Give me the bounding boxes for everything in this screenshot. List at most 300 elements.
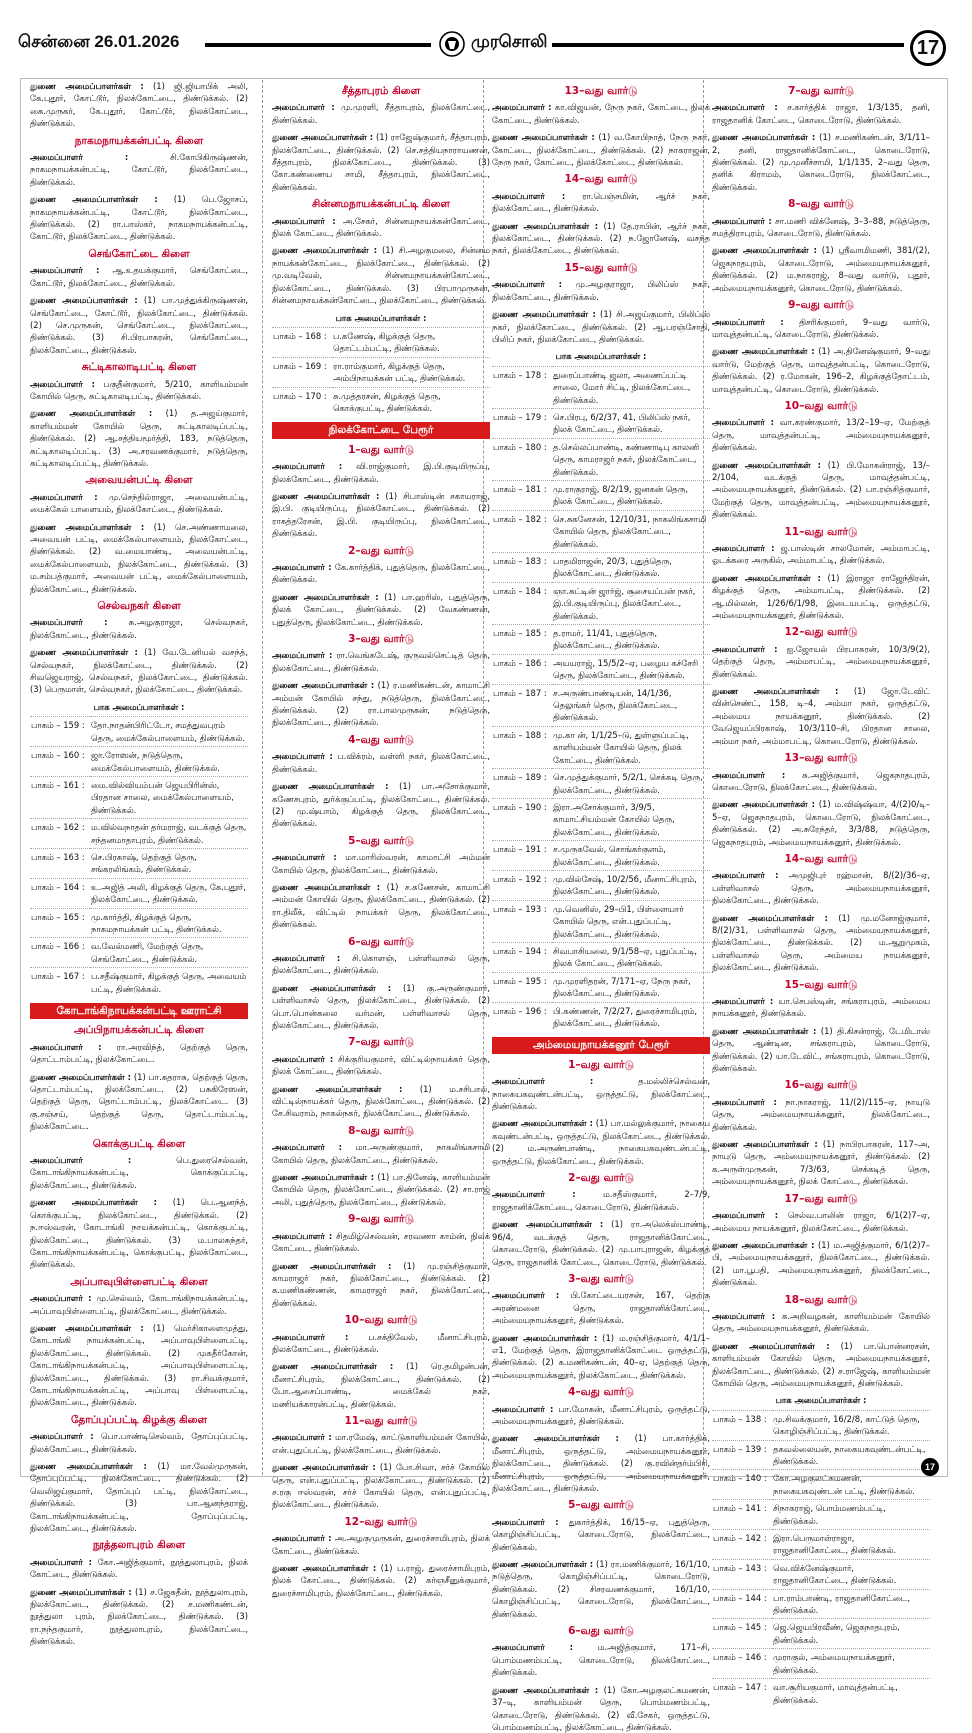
booth-agent: தோ.நாதன்பிரிட்டோ, சமத்துவபுரம் தெரு, மைக்கேல்பாளையம், திண்டுக்கல். (90, 717, 248, 747)
entry-text: சி.கோபிகிருஷ்ணன், நாகமநாயக்கன்பட்டி, கோட்டூர், நிலக்கோட்டை, திண்டுக்கல். (30, 152, 248, 187)
entry-text: (1) ம.ரஞ்சித்குமார், 4/1/1–எ1, மேற்குத் தெரு, இராஜதானிக்கோட்டை ஒருத்தட்டு, திண்டுக்கல். (2) க.மணிகண்டன், 40–ஏ, தெற்குத் தெரு, அம்மையநாயக்கனூர், நிலக்கோட்டை, திண்டுக்கல். (492, 1332, 710, 1380)
section-heading: 14–வது வார்டு (564, 173, 638, 186)
entry-text: (1) பா.தினேஷ், காளியம்மன் கோயில் தெரு, நிலக்கோட்டை, திண்டுக்கல். (2) சா.ராஜ் அலி, புதுத்தெரு, நிலக்கோட்டை, திண்டுக்கல். (272, 1172, 490, 1207)
entry-text: திசரிக்குமார், 9–வது வார்டு, மாவுத்தன்பட்டி, கொடைரோடு, திண்டுக்கல். (712, 316, 931, 339)
entry-text: மா.மாரிஸ்வரன், காமாட்சி அம்மன் கோயில் தெரு, நிலக்கோட்டை, திண்டுக்கல். (272, 852, 490, 875)
entry-text: கே.கார்த்திக், புதுத்தெரு, நிலக்கோட்டை, திண்டுக்கல். (272, 562, 490, 585)
entry-text: ப.சக்திவேல், மீனாட்சிபுரம், நிலக்கோட்டை, திண்டுக்கல். (272, 1331, 491, 1354)
booth-row (30, 747, 248, 777)
entry-role-label: அமைப்பாளர் : (712, 1096, 777, 1107)
entry-paragraph (272, 244, 490, 306)
booth-number: பாகம் – 178 : (492, 366, 552, 408)
booth-agent: உ.அஜித் அலி, கிழக்குத் தெரு, கே.புதூர், நிலக்கோட்டை, திண்டுக்கல். (90, 878, 248, 908)
entry-paragraph (30, 1322, 248, 1409)
booth-agent: துரைப்பாண்டி ஜலா, அணைப்பட்டி சாலை, மோர் சிட்டி, நிலக்கோட்டை, திண்டுக்கல். (552, 366, 710, 408)
entry-role-label: அமைப்பாளர் : (712, 643, 778, 654)
entry-paragraph (712, 1025, 930, 1075)
entry-paragraph (272, 1083, 490, 1120)
booth-number: பாகம் – 161 : (30, 776, 90, 818)
entry-text: ஆ.உதயக்குமார், செங்கோட்டை, கோட்டூர், நிலக்கோட்டை, திண்டுக்கல். (30, 265, 248, 288)
entry-text: (1) ரெ.தமிழன்பன், மீனாட்சிபுரம், நிலக்கோட்டை, திண்டுக்கல். (2) போ.ஆசைப்பாண்டி, மைக்கேல் நகர், மணியக்காரன்பட்டி, திண்டுக்கல். (272, 1361, 490, 1409)
booth-number: பாகம் – 169 : (272, 357, 332, 387)
booth-row (492, 798, 710, 840)
entry-paragraph (712, 459, 930, 521)
booth-number: பாகம் – 192 : (492, 870, 552, 900)
booth-row (30, 968, 248, 997)
entry-paragraph (492, 1332, 710, 1382)
booth-row (30, 878, 248, 908)
booth-row (492, 684, 710, 726)
entry-role-label: துணை அமைப்பாளர்கள் : (712, 1139, 818, 1150)
entry-paragraph (30, 1586, 248, 1648)
section-heading: சீத்தாபுரம் கிளை (341, 85, 421, 97)
booth-row (272, 327, 490, 357)
entry-text: யா.செபஸ்டின், சங்கராபுரம், அம்மைய நாயக்கனூர், திண்டுக்கல். (712, 996, 931, 1019)
entry-role-label: துணை அமைப்பாளர்கள் : (30, 81, 144, 91)
entry-paragraph (492, 1684, 710, 1733)
murasoli-logo-icon (439, 31, 465, 57)
entry-text: (1) சிபாஸ்டின் சகாயராஜ், இ.பி. குடியிருப்பு, நிலக்கோட்டை, திண்டுக்கல். (2) ராகத்தரேசன், இ.பி. குடியிருப்பு, நிலக்கோட்டை, திண்டுக்கல். (272, 490, 490, 539)
booth-agent: மை.வில்வியம்பன் ஜெயபிரின்ஸ், பிரதான சாலை, மைக்கேல்பாளையம், திண்டுக்கல். (90, 776, 248, 818)
entry-role-label: துணை அமைப்பாளர்கள் : (492, 309, 596, 320)
entry-text: (1) பா.மல்லுக்குமார், நாகைய கவுண்டன்பட்டி, ஒருத்தட்டு, நிலக்கோட்டை, திண்டுக்கல். (2) ம.அருண்பாண்டி, நாகையகவுண்டன்பட்டி, ஒருத்தட்டு, நிலக்கோட்டை, திண்டுக்கல். (492, 1118, 710, 1166)
entry-paragraph (272, 1461, 490, 1511)
entry-paragraph (712, 416, 930, 453)
entry-role-label: அமைப்பாளர் : (272, 852, 337, 863)
entry-paragraph (272, 649, 490, 674)
entry-role-label: துணை அமைப்பாளர்கள் : (272, 1172, 375, 1183)
booth-agent: தகவல்லையன், நாகையகவுண்டன்பட்டி, திண்டுக்கல். (772, 1440, 930, 1470)
booth-row (492, 625, 710, 655)
booth-number: பாகம் – 168 : (272, 327, 332, 357)
entry-role-label: துணை அமைப்பாளர்கள் : (492, 132, 595, 143)
entry-paragraph (712, 542, 930, 567)
booth-agent: முராகுல், அம்மையநாயக்கனூர், திண்டுக்கல். (772, 1649, 930, 1679)
entry-paragraph (712, 643, 930, 680)
booth-agent: த.செல்லப்பாண்டி, கண்ணாடிபு காலனி தெரு, காமராஜர் நகர், நிலக்கோட்டை, திண்டுக்கல். (552, 438, 710, 480)
entry-text: (1) பெ.ஆனந்த், கொக்குபட்டி, நிலக்கோட்டை, திண்டுக்கல். (2) ந.ஈஸ்வரன், கோடாங்கி நாயக்கன்பட்டி, கொக்குபட்டி, நிலக்கோட்டை, திண்டுக்கல். (3) ம.பாலசுந்தர், கோடாங்கிநாயக்கன்பட்டி, கொக்குபட்டி, நிலக்கோட்டை, திண்டுக்கல். (30, 1197, 248, 1270)
column-3 (492, 80, 711, 1732)
entry-role-label: அமைப்பாளர் : (272, 952, 341, 963)
booth-row (492, 510, 710, 552)
entry-text: சா.மணி விக்னேஷ், 3–3–88, நடுத்தெரு, சமத்திராபுரம், கொடைரோடு, திண்டுக்கல். (712, 215, 930, 239)
entry-text: மா.ரமேஷ், காட்டுகாளியம்மன் கோயில், என்.புதுப்பட்டி, நிலக்கோட்டை, திண்டுக்கல். (272, 1432, 490, 1455)
entry-paragraph (492, 1188, 710, 1213)
entry-paragraph (272, 1260, 490, 1310)
entry-role-label: அமைப்பாளர் : (712, 102, 778, 113)
booth-number: பாகம் – 195 : (492, 972, 552, 1002)
booth-row (30, 776, 248, 818)
entry-paragraph (30, 407, 248, 469)
booth-number: பாகம் – 170 : (272, 387, 332, 416)
entry-paragraph (272, 490, 490, 540)
booth-number: பாகம் – 194 : (492, 942, 552, 972)
entry-paragraph (712, 131, 930, 193)
entry-text: (1) சி.அஜய்குமார், பிலிப்ஸ் நகர், நிலக்கோட்டை, திண்டுக்கல். (2) ஆ.பரஞ்சோதி, பிலிப் நகர், நிலக்கோட்டை, திண்டுக்கல். (492, 309, 710, 344)
entry-role-label: அமைப்பாளர் : (492, 1290, 560, 1301)
booth-list-title: பாக அமைப்பாளர்கள் : (555, 351, 647, 362)
booth-number: பாகம் – 164 : (30, 878, 90, 908)
entry-text: (1) ரா.மணிக்குமார், 16/1/10, நடுத்தெரு, கொழிஞ்சிப்பட்டி, கொடைரோடு, திண்டுக்கல். (2) சிசரவணக்குமார், 16/1/10, கொழிஞ்சிப்பட்டி, கொடைரோடு, நிலக்கோட்டை, திண்டுக்கல். (492, 1559, 710, 1619)
booth-agent: மு.கா ன், 1/1/25–டு, துள்ளுப்பட்டி, காளியம்மன் கோயில் தெரு, நிலக் கோட்டை, திண்டுக்கல். (552, 726, 710, 768)
entry-text: (1) ச.மணிகண்டன், 3/1/11–2, தனி, ராஜதானிக்கோட்டை, கொடைரோடு, திண்டுக்கல். (2) மு.முனீச்சாமி, 1/1/135, 2–வது தெரு, தனிக் கிராமம், கொடைரோடு, நிலக்கோட்டை, திண்டுக்கல். (712, 132, 930, 192)
section-heading: 1–வது வார்டு (348, 443, 414, 456)
entry-paragraph (712, 101, 930, 126)
booth-row (492, 408, 710, 438)
entry-paragraph (492, 1218, 710, 1268)
masthead-rule-right (552, 43, 904, 47)
entry-paragraph (272, 131, 490, 193)
entry-text: (1) பா.கார்த்திக், மீனாட்சிபுரம், ஒருத்தட்டு, அம்மையநாயக்கனூர், நிலக்கோட்டை, திண்டுக்கல். (2) கு.ரவின்தர்ம்பிரி, மீனாட்சிபுரம், ஒருத்தட்டு, அம்மையநாயக்கனூர், நிலக்கோட்டை, திண்டுக்கல். (492, 1433, 710, 1493)
entry-text: (1) ப.ராஜ், துரைச்சாமிபுரம், நிலக் கோட்டை, திண்டுக்கல். (2) கர்ஞசீனுக்குமார், துரைச்சாமிபுரம், நிலக்கோட்டை, திண்டுக்கல். (272, 1563, 490, 1598)
booth-row (712, 1649, 930, 1679)
entry-paragraph (712, 1096, 930, 1133)
entry-role-label: அமைப்பாளர் : (712, 1210, 779, 1221)
entry-paragraph (492, 190, 710, 215)
entry-paragraph (30, 151, 248, 188)
entry-paragraph (492, 1516, 710, 1553)
entry-paragraph (272, 1431, 490, 1456)
entry-paragraph (272, 750, 490, 775)
entry-role-label: துணை அமைப்பாளர்கள் : (272, 680, 375, 691)
booth-row (492, 582, 710, 624)
entry-paragraph (712, 345, 930, 395)
entry-role-label: அமைப்பாளர் : (712, 543, 775, 553)
entry-paragraph (492, 1558, 710, 1620)
booth-agent: ஜா.ரோஸன், நடுத்தெரு, மைக்கேல்பாளையம், திண்டுக்கல். (90, 747, 248, 777)
entry-role-label: அமைப்பாளர் : (492, 1642, 574, 1653)
section-heading: 4–வது வார்டு (348, 733, 414, 746)
entry-role-label: துணை அமைப்பாளர்கள் : (272, 490, 380, 501)
entry-role-label: அமைப்பாளர் : (712, 996, 774, 1006)
column-4 (712, 80, 931, 1705)
booth-number: பாகம் – 196 : (492, 1002, 552, 1031)
entry-text: (1) பி.மோகன்ராஜ், 13/–2/104, வடக்குத் தெரு, மாவுத்தன்பட்டி, அம்மையநாயக்கனூர், திண்டுக்கல். (2) பா.ரஞ்சித்குமார், மேற்குத் தெரு, மாவுத்தன்பட்டி, அம்மையநாயக்கனூர், திண்டுக்கல். (712, 459, 930, 520)
section-heading: செல்வநகர் கிளை (97, 600, 181, 613)
booth-agent: ஞா.சுட்டின் ஜார்ஜ், சூசையப்பன் நகர், இ.பி.குடியிருப்பு, நிலக்கோட்டை, திண்டுக்கல். (552, 582, 710, 624)
entry-text: (1) வே.டேனியல் வசந்த், செல்வநகர், நிலக்கோட்டை, திண்டுக்கல். (2) சிவஜெயராஜ், செல்வநகர், நிலக்கோட்டை, திண்டுக்கல். (3) பெருமாள், செல்வநகர், நிலக்கோட்டை, திண்டுக்கல். (30, 647, 248, 695)
booth-row (492, 972, 710, 1002)
entry-text: (1) ரா.அலெக்ஸ்பாண்டி, 96/4, வடக்குத் தெரு, ராஜதானிக்கோட்டை, கொடைரோடு, திண்டுக்கல். (2) மு.பாபுராஜன், கிழக்குத் தெரு, ராஜதானிக் கோட்டை, கொடைரோடு, திண்டுக்கல். (492, 1219, 710, 1267)
booth-row (492, 654, 710, 684)
entry-text: (1) இராஜா ராஜேந்திரன், கிழக்குத் தெரு, அம்மாபட்டி, திண்டுக்கல். (2) ஆ.மில்லன், 1/26/6/1/98, இடையபட்டி, ஒருத்தட்டு, அம்மையநாயக்கனூர், திண்டுக்கல். (712, 572, 930, 621)
booth-number: பாகம் – 147 : (712, 1679, 772, 1708)
booth-list-title: பாக அமைப்பாளர்கள் : (775, 1395, 867, 1406)
entry-role-label: அமைப்பாளர் : (272, 102, 335, 113)
booth-agent: செ.முத்துக்குமார், 5/2/1, செக்கடி தெரு, நிலக்கோட்டை, திண்டுக்கல். (552, 769, 710, 799)
entry-text: நா.நாகராஜ், 11/(2)/115–ஏ, நாயுடு தெரு, அம்மையநாயக்கனூர், நிலக்கோட்டை, திண்டுக்கல். (712, 1096, 930, 1132)
entry-text: (1) பா.ஹரிஸ், புதுத்தெரு, நிலக் கோட்டை, திண்டுக்கல். (2) வேகண்ணன், புதுத்தெரு, நிலக்கோட்டை, திண்டுக்கல். (272, 591, 490, 627)
entry-role-label: துணை அமைப்பாளர்கள் : (712, 1340, 830, 1351)
entry-role-label: அமைப்பாளர் : (30, 152, 129, 163)
entry-text: அ.அழகுமுருகன், துரைச்சாமிபுரம், நிலக் கோட்டை, திண்டுக்கல். (272, 1533, 490, 1556)
entry-paragraph (30, 1460, 248, 1534)
booth-number: பாகம் – 141 : (712, 1500, 772, 1530)
entry-paragraph (272, 1141, 490, 1166)
booth-agent: இரா.அசோக்குமார், 3/9/5, காமாட்சியம்மன் கோயில் தெரு, நிலக்கோட்டை, திண்டுக்கல். (552, 798, 710, 840)
entry-role-label: அமைப்பாளர் : (712, 1310, 776, 1321)
booth-number: பாகம் – 182 : (492, 510, 552, 552)
booth-list-title: பாக அமைப்பாளர்கள் : (93, 701, 185, 712)
booth-row (712, 1500, 930, 1530)
entry-paragraph (492, 101, 710, 126)
entry-text: (1) தே.ராபின், ஆர்ச் நகர், நிலக்கோட்டை, திண்டுக்கல். (2) ந.ஜோனேஷ், வசந்த நகர், நிலக்கோட்டை, திண்டுக்கல். (492, 220, 710, 256)
entry-paragraph (492, 278, 710, 303)
entry-role-label: துணை அமைப்பாளர்கள் : (712, 686, 839, 697)
booth-row (492, 841, 710, 871)
section-heading: அப்பாவுபிள்ளைபட்டி கிளை (70, 1275, 208, 1288)
entry-text: பொ.பாண்டிசெல்வம், தோப்புப்பட்டி, நிலக்கோட்டை, திண்டுக்கல். (30, 1431, 248, 1454)
booth-agent: வா.சூரியகுமார், மாவுத்தன்பட்டி, திண்டுக்கல். (772, 1679, 930, 1708)
booth-agent: மு.முரளிதரன், 7/171–ஏ, நேரு நகர், நிலக்கோட்டை, திண்டுக்கல். (552, 972, 710, 1002)
entry-paragraph (272, 460, 490, 485)
edition-date: சென்னை 26.01.2026 (18, 32, 180, 51)
booth-agent: வ.வேல்மணி, மேற்குத் தெரு, செங்கோட்டை, திண்டுக்கல். (90, 938, 248, 968)
section-heading: நாகமநாயக்கன்பட்டி கிளை (74, 134, 204, 147)
masthead-rule-left (205, 43, 431, 47)
entry-paragraph (712, 215, 930, 240)
entry-text: (1) ச.கணேசன், காமாட்சி அம்மன் கோயில் தெரு, நிலக்கோட்டை, திண்டுக்கல். (2) ரா.திலீக், விட்டில் நாயக்கர் தெரு, நிலக்கோட்டை, திண்டுக்கல். (272, 881, 490, 930)
section-heading: 10–வது வார்டு (344, 1314, 418, 1327)
entry-role-label: துணை அமைப்பாளர்கள் : (30, 194, 158, 205)
booth-number: பாகம் – 162 : (30, 819, 90, 849)
booth-row (492, 726, 710, 768)
booth-agent: செ.சுகனேசன், 12/10/31, நாகலிங்கசாமி கோயில் தெரு, நிலக்கோட்டை, திண்டுக்கல். (552, 510, 710, 552)
booth-number: பாகம் – 145 : (712, 1619, 772, 1649)
entry-role-label: துணை அமைப்பாளர்கள் : (272, 982, 392, 993)
entry-role-label: துணை அமைப்பாளர்கள் : (272, 1462, 376, 1473)
entry-paragraph (272, 679, 490, 729)
booth-number: பாகம் – 187 : (492, 684, 552, 726)
entry-text: பகுதீன்குமார், 5/210, காளியம்மன் கோயில் தெரு, சுட்டிகாலடிபட்டி, திண்டுக்கல். (30, 378, 248, 401)
entry-role-label: அமைப்பாளர் : (30, 378, 95, 389)
entry-text: (1) கு.அருண்குமார், பள்ளிவாசல் தெரு, நிலக்கோட்டை, திண்டுக்கல். (2) பொ.பொன்கலை வர்மன், பள்ளிவாசல் தெரு, நிலக்கோட்டை, திண்டுக்கல். (272, 982, 490, 1030)
entry-text: (1) செ.அண்ணாமலை, அவையன் பட்டி, மைக்கேல்பாளையம், நிலக்கோட்டை, திண்டுக்கல். (2) வ.மையாண்டி, அவையன்பட்டி, மைக்கேல்பாளையம், நிலக்கோட்டை, திண்டுக்கல். (3) ம.சம்பத்குமார், அவையன் பட்டி, மைக்கேல்பாளையம், நிலக்கோட்டை, திண்டுக்கல். (30, 521, 248, 594)
entry-paragraph (30, 1041, 248, 1066)
entry-role-label: அமைப்பாளர் : (492, 1189, 576, 1200)
booth-row (492, 366, 710, 408)
entry-role-label: அமைப்பாளர் : (272, 215, 336, 226)
booth-row (712, 1559, 930, 1589)
entry-paragraph (272, 1562, 490, 1599)
entry-paragraph (30, 616, 248, 641)
entry-role-label: துணை அமைப்பாளர்கள் : (712, 912, 828, 923)
booth-row (712, 1410, 930, 1440)
entry-paragraph (712, 1340, 930, 1390)
entry-text: (1) ம.சசிபால், விட்டில்நாயக்கர் தெரு, நிலக்கோட்டை, திண்டுக்கல். (2) சே.சிவராம், நாகல்நகர், நிலக்கோட்டை, திண்டுக்கல். (272, 1083, 490, 1119)
section-heading: 5–வது வார்டு (568, 1499, 634, 1512)
booth-agent: பி.கண்ணன், 7/2/27, துரைச்சாமிபுரம், நிலக்கோட்டை, திண்டுக்கல். (552, 1002, 710, 1031)
entry-text: (1) அ.தினேஷ்குமார், 9–வது வார்டு, மேற்குத் தெரு, மாவுத்தன்பட்டி, கொடைரோடு, திண்டுக்கல். (2) ர.மோகன், 196–2, கிழக்குத்தோட்டம், மாவுத்தன்பட்டி, கொடைரோடு, திண்டுக்கல். (712, 346, 930, 394)
entry-text: (1) ராஜேஷ்குமார், சீத்தாபுரம், நிலக்கோட்டை, திண்டுக்கல். (2) செ.சத்தியநாராயணன், சீத்தாபுரம், நிலக்கோட்டை, திண்டுக்கல். (3) கோ.கண்ணைய சாமி, சீத்தாபுரம், நிலக்கோட்டை, திண்டுக்கல். (272, 132, 490, 192)
booth-agent: ரா.ராம்குமார், கிழக்குத் தெரு, அம்பிநாயக்கன் பட்டி, திண்டுக்கல். (332, 357, 490, 387)
entry-role-label: துணை அமைப்பாளர்கள் : (712, 572, 821, 583)
booth-agent: பாதமிராஜன், 20/3, புதுத்தெரு, நிலக்கோட்டை, திண்டுக்கல். (552, 553, 710, 583)
section-heading: 16–வது வார்டு (784, 1079, 858, 1092)
entry-role-label: துணை அமைப்பாளர்கள் : (712, 1239, 815, 1250)
entry-role-label: அமைப்பாளர் : (712, 316, 784, 327)
booth-agent: ச.முருகவேல், சொங்கர்குளம், நிலக்கோட்டை, திண்டுக்கல். (552, 841, 710, 871)
booth-row (30, 848, 248, 878)
entry-paragraph (30, 646, 248, 696)
entry-text: பெ.துரைசெல்வன், கோடாங்கிநாயக்கன்பட்டி, கொக்குப்பட்டி, நிலக்கோட்டை, திண்டுக்கல். (30, 1155, 248, 1190)
section-heading: 12–வது வார்டு (784, 626, 858, 639)
entry-role-label: அமைப்பாளர் : (272, 1331, 349, 1342)
entry-text: (1) மா.வேல்முருகன், தோப்புப்பட்டி, நிலக்கோட்டை, திண்டுக்கல். (2) வெலிஜய்குமார், தோப்புப் பட்டி, நிலக்கோட்டை, திண்டுக்கல். (3) பா.ஆனந்தராஜ், கோடாங்கிநாயக்கன்பட்டி, தோப்புப்பட்டி, நிலக்கோட்டை, திண்டுக்கல். (30, 1461, 248, 1534)
entry-text: ம.அஜித்குமார், 171–சி, பொம்மணம்பட்டி, கொடைரோடு, நிலக்கோட்டை, திண்டுக்கல். (492, 1642, 711, 1678)
booth-row (492, 900, 710, 942)
entry-paragraph (492, 308, 710, 345)
entry-text: சு.அழகுராஜா, செல்வநகர், நிலக்கோட்டை, திண்டுக்கல். (30, 617, 248, 640)
entry-role-label: துணை அமைப்பாளர்கள் : (712, 459, 821, 470)
entry-role-label: அமைப்பாளர் : (30, 1293, 92, 1304)
entry-role-label: அமைப்பாளர் : (272, 1432, 332, 1443)
booth-number: பாகம் – 189 : (492, 769, 552, 799)
booth-agent: வெ.விக்னேஷ்குமார், ராஜதானிகோட்டை, திண்டுக்கல். (772, 1559, 930, 1589)
entry-role-label: துணை அமைப்பாளர்கள் : (492, 1684, 599, 1695)
entry-paragraph (30, 1196, 248, 1270)
booth-table (712, 1410, 930, 1708)
entry-paragraph (492, 220, 710, 257)
entry-role-label: துணை அமைப்பாளர்கள் : (30, 1322, 144, 1333)
entry-role-label: அமைப்பாளர் : (712, 870, 779, 881)
entry-paragraph (30, 1292, 248, 1317)
entry-paragraph (30, 1556, 248, 1581)
entry-role-label: துணை அமைப்பாளர்கள் : (272, 132, 374, 143)
booth-row (492, 1002, 710, 1031)
entry-text: (1) போ.சிவா, சர்ச் கோயில் தெரு, என்.புதுப்பட்டி, நிலக்கோட்டை, திண்டுக்கல். (2) ச.ரகு ஈஸ்வரன், சர்ச் கோயில் தெரு, என்.புதுப்பட்டி, நிலக்கோட்டை, திண்டுக்கல். (272, 1462, 490, 1510)
booth-number: பாகம் – 191 : (492, 841, 552, 871)
booth-agent: பா.ராம்பாண்டி, ராஜதானிகோட்டை, திண்டுக்கல். (772, 1589, 930, 1619)
booth-row (492, 480, 710, 510)
entry-role-label: துணை அமைப்பாளர்கள் : (30, 1586, 132, 1597)
booth-number: பாகம் – 188 : (492, 726, 552, 768)
booth-agent: சு.முத்தரசன், கிழக்குத் தெரு, கொக்குபட்டி, திண்டுக்கல். (332, 387, 490, 416)
entry-text: மு.அழகுராஜா, பிலிப்ஸ் நகர், நிலக்கோட்டை, திண்டுக்கல். (492, 279, 710, 302)
entry-role-label: துணை அமைப்பாளர்கள் : (30, 521, 145, 532)
booth-row (712, 1679, 930, 1708)
entry-text: (1) பா.பொன்னரசன், காளியம்மன் கோயில் தெரு, அம்மையநாயக்கனூர், நிலக்கோட்டை, திண்டுக்கல். (2) ச.ராஜேஷ், காளியம்மன் கோயில் தெரு, அம்மையநாயக்கனூர், திண்டுக்கல். (712, 1340, 930, 1388)
booth-agent: ச.அருண்பாண்டியன், 14/1/36, தெலுங்கர் தெரு, நிலக்கோட்டை, திண்டுக்கல். (552, 684, 710, 726)
entry-role-label: துணை அமைப்பாளர்கள் : (272, 245, 378, 256)
entry-text: (1) த.அஜய்குமார், காளியம்மன் கோயில் தெரு, சுட்டிகாலடிப்பட்டி, திண்டுக்கல். (2) ஆ.சத்தியமூர்த்தி, 183, நடுத்தெரு, சுட்டிகாலடிப்பட்டி. (3) அ.சரவணக்குமார், நடுத்தெரு, சுட்டிகாலடிப்பட்டி, திண்டுக்கல். (30, 408, 248, 468)
entry-role-label: அமைப்பாளர் : (272, 1533, 332, 1544)
entry-role-label: துணை அமைப்பாளர்கள் : (492, 1559, 594, 1570)
booth-number: பாகம் – 138 : (712, 1410, 772, 1440)
entry-paragraph (272, 881, 490, 931)
section-heading: 8–வது வார்டு (788, 198, 854, 211)
booth-agent: செ.பிரபு, 6/2/37, 41, பிலிப்ஸ் நகர், நிலக் கோட்டை, திண்டுக்கல். (552, 408, 710, 438)
section-heading: 11–வது வார்டு (344, 1414, 418, 1427)
entry-role-label: அமைப்பாளர் : (712, 215, 772, 226)
entry-paragraph (712, 1310, 930, 1335)
entry-paragraph (272, 982, 490, 1032)
section-heading: 18–வது வார்டு (784, 1293, 858, 1306)
entry-text: வி.ராஜ்குமார், இ.பி.குடியிருப்பு, நிலக்கோட்டை, திண்டுக்கல். (272, 461, 490, 484)
section-heading: 13–வது வார்டு (784, 752, 858, 765)
masthead (0, 0, 972, 80)
entry-text: சிதமிழ்செல்வன், சரவணா காம்ன், நிலக் கோட்டை, திண்டுக்கல். (272, 1230, 490, 1254)
booth-number: பாகம் – 184 : (492, 582, 552, 624)
section-heading: 9–வது வார்டு (788, 299, 854, 312)
entry-role-label: அமைப்பாளர் : (30, 617, 108, 628)
booth-row (492, 438, 710, 480)
section-heading: 12–வது வார்டு (344, 1515, 418, 1528)
entry-text: (1) பா.அசோக்குமார், கணேசபுரம், துர்க்குப்பட்டி, நிலக்கோட்டை, திண்டுக்கல். (2) மு.ஷ்யாம், கிழக்குத் தெரு, நிலக்கோட்டை, திண்டுக்கல். (272, 781, 491, 829)
entry-paragraph (712, 869, 930, 906)
booth-number: பாகம் – 143 : (712, 1559, 772, 1589)
entry-paragraph (30, 491, 248, 516)
section-heading: அப்பிநாயக்கன்பட்டி கிளை (73, 1024, 205, 1037)
entry-text: துகார்த்திக், 16/15–ஏ, புதுத்தெரு, கொழிஞ்சிப்பட்டி, கொடைரோடு, நிலக்கோட்டை, திண்டுக்கல். (492, 1516, 710, 1552)
entry-paragraph (272, 1331, 490, 1356)
entry-paragraph (492, 1403, 710, 1428)
entry-role-label: துணை அமைப்பாளர்கள் : (712, 799, 815, 810)
entry-role-label: அமைப்பாளர் : (492, 279, 562, 290)
booth-row (712, 1619, 930, 1649)
entry-paragraph (272, 1171, 490, 1208)
entry-text: ஐ.ஜோயல் பிரபாகரன், 10/3/9(2), தெற்குத் தெரு, அம்மாபட்டி, அம்மையநாயக்கனூர், திண்டுக்கல். (712, 643, 930, 679)
entry-text: (1) நாபிரபாகரன், 117–அ, நாயுடு தெரு, அம்மையநாயக்கனூர், திண்டுக்கல். (2) க.அருள்முருகன், 7/3/63, செக்கடித் தெரு, அம்மையநாயக்கனூர், நிலக் கோட்டை, திண்டுக்கல். (712, 1139, 931, 1187)
booth-row (712, 1530, 930, 1560)
entry-text: கா.விஜயன், நேரு நகர், கோட்டை, நிலக் கோட்டை, திண்டுக்கல். (492, 102, 710, 125)
entry-text: பா.மோகன், மீனாட்சிபுரம், ஒருத்தட்டு, அம்மையநாயக்கனூர், திண்டுக்கல். (492, 1403, 710, 1426)
entry-text: ப.விக்ரம், வள்ளி நகர், நிலக்கோட்டை, திண்டுக்கல். (272, 751, 490, 774)
booth-agent: சிநாகராஜ், பொம்மணம்பட்டி, திண்டுக்கல். (772, 1500, 930, 1530)
entry-role-label: துணை அமைப்பாளர்கள் : (272, 881, 381, 892)
entry-text: மு.செந்தில்ராஜா, அவையன்பட்டி, மைக்கேல் பாளையம், நிலக்கோட்டை, திண்டுக்கல். (30, 491, 248, 515)
entry-text: (1) பா.கதராசு, தெற்குத் தெரு, தொட்டாம்பட்டி, நிலக்கோட்டை. (2) பசுகிரேஸன், தெற்குத் தெரு, தொட்டாம்பட்டி, நிலக்கோட்டை. (3) கு.சஞ்சய், தெற்குத் தெரு, தொட்டாம்பட்டி, நிலக்கோட்டை. (30, 1071, 249, 1132)
section-heading: அவையன்பட்டி கிளை (85, 474, 193, 487)
entry-text: சு.அஜித்குமார், ஜெகநாதபுரம், கொடைரோடு, நிலக்கோட்டை, திண்டுக்கல். (712, 769, 930, 792)
entry-text: க.அறிவழகன், காளியம்மன் கோயில் தெரு, அம்மையநாயக்கனூர், திண்டுக்கல். (712, 1310, 930, 1334)
booth-row (712, 1470, 930, 1500)
entry-text: (1) பெ.ஜோசப், நாகமநாயக்கன்பட்டி, கோட்டூர், நிலக்கோட்டை, திண்டுக்கல். (2) ரா.பாஸ்கர், நாகமநாயக்கன்பட்டி, கோட்டூர், நிலக்கோட்டை, திண்டுக்கல். (30, 194, 249, 242)
entry-text: (1) சி.அழகுமலை, சின்னம நாயக்கன்கோட்டை, நிலக்கோட்டை, திண்டுக்கல். (2) மு.வடிவேல், சின்னமநாயக்கன்கோட்டை, நிலக்கோட்டை, திண்டுக்கல். (3) பிரபாமுருகன், சின்னமநாயக்கன்கோட்டை, நிலக்கோட்டை, திண்டுக்கல். (272, 245, 490, 306)
entry-role-label: துணை அமைப்பாளர்கள் : (272, 1083, 403, 1094)
section-heading: 9–வது வார்டு (348, 1213, 414, 1226)
entry-paragraph (30, 1071, 248, 1133)
booth-number: பாகம் – 180 : (492, 438, 552, 480)
booth-row (30, 819, 248, 849)
entry-role-label: அமைப்பாளர் : (272, 1142, 343, 1153)
entry-text: வா.கரண்குமார், 13/2–19–ஏ, மேற்குத் தெரு, மாவுத்தன்பட்டி, அம்மையநாயக்கனூர், திண்டுக்கல். (712, 417, 930, 453)
entry-text: (1) மு.ரஞ்சித்குமார், காமராஜர் நகர், நிலக்கோட்டை, திண்டுக்கல். (2) க.மணிகண்ணன், காமராஜர் நகர், நிலக்கோட்டை, திண்டுக்கல். (272, 1260, 490, 1308)
entry-paragraph (272, 561, 490, 586)
section-heading: 15–வது வார்டு (564, 261, 638, 274)
section-banner: நிலக்கோட்டை பேரூர் (272, 422, 490, 438)
entry-role-label: துணை அமைப்பாளர்கள் : (30, 1071, 132, 1082)
entry-role-label: துணை அமைப்பாளர்கள் : (272, 781, 389, 792)
entry-role-label: அமைப்பாளர் : (272, 751, 333, 762)
entry-text: (1) ம.விஷ்ஷ்வா, 4/(2)0/டி–5–ஏ, ஜெகநாதபுரம், கொடைரோடு, நிலக்கோட்டை, திண்டுக்கல். (2) அ.சுரேந்தர், 3/3/88, நடுத்தெரு, ஜெகநாதபுரம், அம்மையநாயக்கனூர், திண்டுக்கல். (712, 799, 930, 847)
entry-paragraph (272, 1053, 490, 1078)
booth-agent: ஜெ.ஜெயபிரவீண், ஜெகநாதபுரம், திண்டுக்கல். (772, 1619, 930, 1649)
entry-paragraph (712, 995, 930, 1020)
entry-paragraph (30, 193, 248, 243)
booth-row (492, 769, 710, 799)
booth-agent: சிவபாசியலை, 9/1/58–ஏ, புதுப்பட்டி, நிலக் கோட்டை, திண்டுக்கல். (552, 942, 710, 972)
entry-role-label: அமைப்பாளர் : (272, 562, 332, 572)
booth-number: பாகம் – 142 : (712, 1530, 772, 1560)
entry-paragraph (272, 1230, 490, 1255)
booth-number: பாகம் – 159 : (30, 717, 90, 747)
page-number: 17 (910, 30, 946, 66)
entry-text: கோ.அஜித்குமார், நூத்துலாபுரம், நிலக் கோட்டை, திண்டுக்கல். (30, 1556, 248, 1580)
booth-agent: செ.பிரகாஷ், தெற்குத் தெரு, சங்கரலிங்கம், திண்டுக்கல். (90, 848, 248, 878)
section-heading: 14–வது வார்டு (784, 852, 858, 865)
entry-role-label: அமைப்பாளர் : (272, 650, 333, 661)
